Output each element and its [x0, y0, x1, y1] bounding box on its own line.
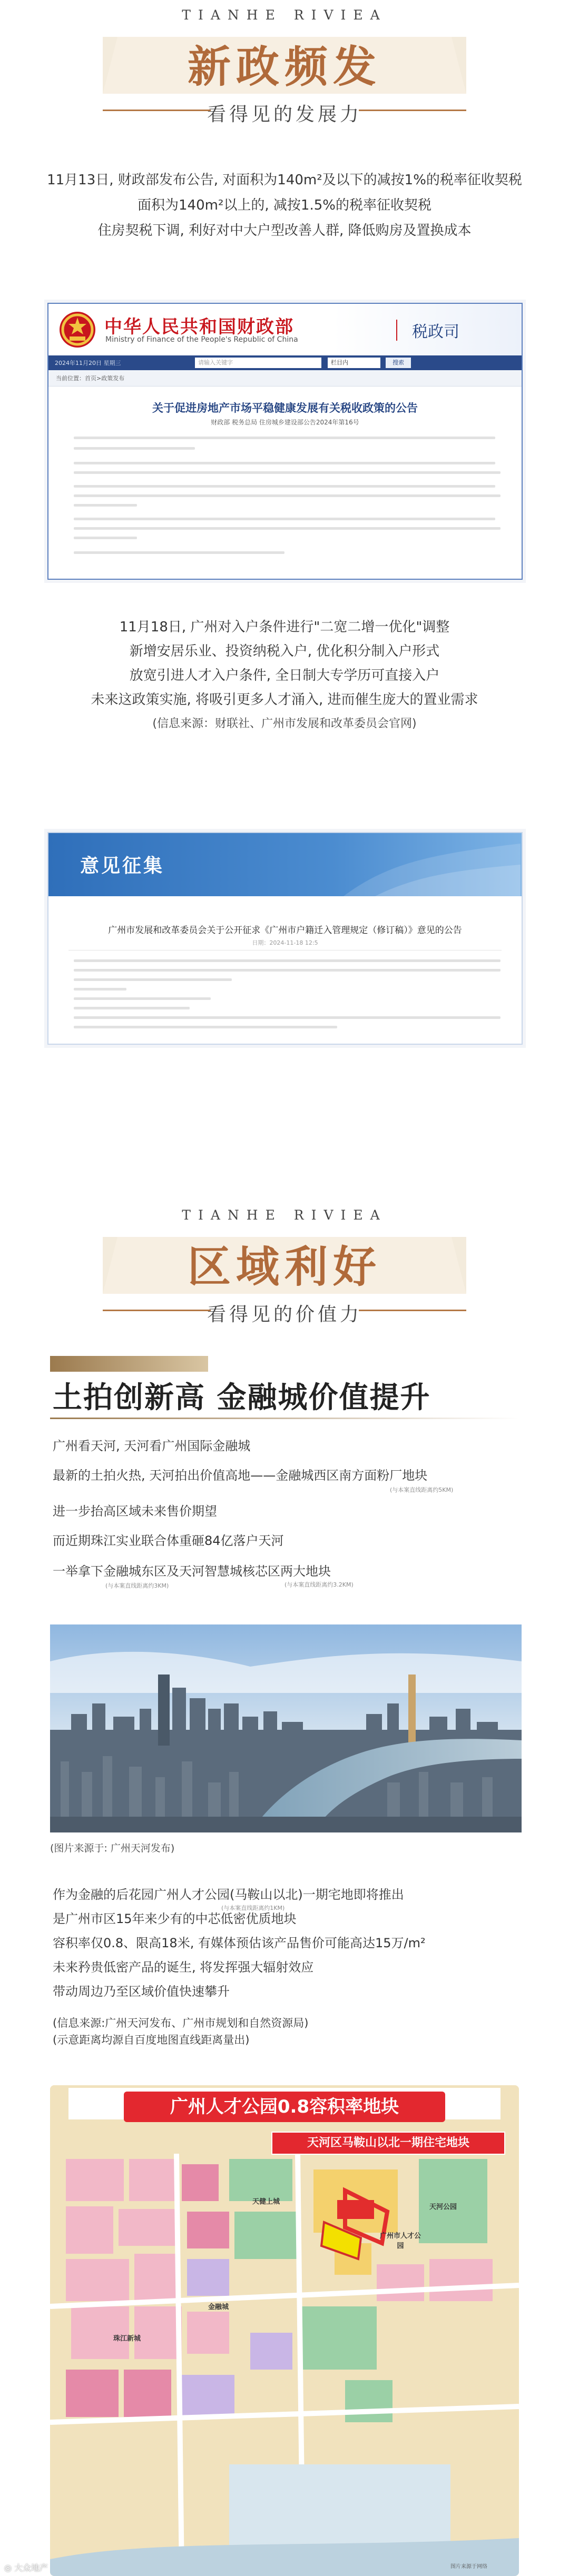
- section-subtitle: 看得见的发展力: [207, 104, 362, 125]
- map-label: 金融城: [208, 2303, 229, 2311]
- map-banner: 广州人才公园0.8容积率地块: [124, 2092, 445, 2122]
- text-line: 面积为140m²以上的, 减按1.5%的税率征收契税: [138, 197, 431, 213]
- map-label: 珠江新城: [113, 2335, 141, 2343]
- notice-title: 广州市发展和改革委员会关于公开征求《广州市户籍迁入管理规定（修订稿）》意见的公告: [108, 925, 462, 936]
- source-note: (示意距离均源自百度地图直线距离量出): [53, 2034, 250, 2046]
- headline: 土拍创新高 金融城价值提升: [53, 1381, 431, 1415]
- watermark-icon: ◎: [4, 2563, 15, 2573]
- headline-accent-bar: [50, 1356, 208, 1372]
- text-line: 进一步抬高区域未来售价期望: [53, 1504, 217, 1519]
- text-line: 11月18日, 广州对入户条件进行"二宽二增一优化"调整: [119, 619, 450, 635]
- banner-decoration-icon: [344, 833, 521, 896]
- text-line: 新增安居乐业、投资纳税入户, 优化积分制入户形式: [129, 643, 440, 659]
- text-line: 带动周边乃至区域价值快速攀升: [53, 1984, 230, 1999]
- text-line: 容积率仅0.8、限高18米, 有媒体预估该产品售价可能高达15万/m²: [53, 1936, 426, 1950]
- source-note: (信息来源:广州天河发布、广州市规划和自然资源局): [53, 2017, 309, 2029]
- distance-note: (与本案直线距离约1KM): [221, 1905, 285, 1911]
- text-line: 作为金融的后花园广州人才公园(马鞍山以北)一期宅地即将推出: [53, 1887, 404, 1902]
- policy-paragraph-1: [0, 167, 569, 243]
- distance-note: (与本案直线距离约5KM): [390, 1487, 454, 1493]
- brand-tag: TIANHE RIVIEA: [182, 7, 387, 23]
- notice-banner-title: 意见征集: [80, 855, 165, 877]
- photo-caption: (图片来源于: 广州天河发布): [50, 1842, 175, 1854]
- map-label: 天河公园: [429, 2203, 457, 2211]
- text-line: 一举拿下金融城东区及天河智慧城核芯区两大地块: [53, 1564, 331, 1579]
- mof-search-button[interactable]: 搜索: [386, 358, 411, 368]
- map-credit: 图片来源于网络: [450, 2564, 487, 2570]
- text-line: 未来这政策实施, 将吸引更多人才涌入, 进而催生庞大的置业需求: [91, 692, 478, 708]
- text-line: 最新的土拍火热, 天河拍出价值高地——金融城西区南方面粉厂地块: [53, 1468, 428, 1483]
- mof-announcement-screenshot: [47, 303, 523, 580]
- distance-note: (与本案直线距离约3KM): [105, 1582, 169, 1589]
- brand-tag: TIANHE RIVIEA: [182, 1207, 387, 1223]
- text-line: 是广州市区15年来少有的中芯低密优质地块: [53, 1911, 297, 1926]
- text-line: 放宽引进人才入户条件, 全日制大专学历可直接入户: [129, 668, 440, 683]
- distance-note: (与本案直线距离约3.2KM): [284, 1581, 354, 1588]
- mof-search-input[interactable]: 请输入关键字: [195, 358, 321, 368]
- source-note: (信息来源：财联社、广州市发展和改革委员会官网): [152, 717, 417, 730]
- policy-paragraph-2: [0, 615, 569, 736]
- notice-date: 日期：2024-11-18 12:5: [252, 939, 318, 946]
- section-title: 区域利好: [187, 1242, 381, 1292]
- headline-underline: [50, 1418, 519, 1419]
- mof-name: 中华人民共和国财政部: [104, 316, 294, 338]
- talent-park-paragraph: [53, 1883, 426, 2052]
- breadcrumb-text: 当前位置：首页>政策发布: [56, 375, 125, 382]
- watermark-text: 大众地产: [14, 2563, 48, 2573]
- map-callout: 天河区马鞍山以北一期住宅地块: [271, 2132, 505, 2155]
- region-benefits: [53, 1434, 453, 1598]
- watermark: [4, 2561, 48, 2573]
- document-issuer: 财政部 税务总局 住房城乡建设部公告2024年第16号: [211, 419, 359, 426]
- text-line: 住房契税下调, 利好对中大户型改善人群, 降低购房及置换成本: [97, 223, 472, 239]
- map-label: 天健上城: [252, 2198, 280, 2206]
- map-label: 广州市人才公园: [379, 2232, 421, 2250]
- text-line: 而近期珠江实业联合体重砸84亿落户天河: [53, 1533, 284, 1548]
- mof-department: 税政司: [412, 323, 459, 341]
- document-title: 关于促进房地产市场平稳健康发展有关税收政策的公告: [152, 402, 418, 414]
- text-line: 11月13日, 财政部发布公告, 对面积为140m²及以下的减按1%的税率征收契税: [47, 172, 522, 188]
- tianhe-skyline-photo: [50, 1624, 522, 1832]
- mof-search-scope-select[interactable]: 栏目内: [328, 358, 380, 368]
- site-map-graphic: [50, 2085, 519, 2576]
- talent-park-site-map: [50, 2085, 519, 2576]
- consultation-notice-screenshot: [47, 832, 523, 1045]
- section-title: 新政频发: [187, 42, 381, 92]
- mof-english-name: Ministry of Finance of the People's Republic of China: [105, 335, 298, 344]
- section-subtitle: 看得见的价值力: [207, 1304, 362, 1325]
- text-line: 广州看天河, 天河看广州国际金融城: [53, 1439, 251, 1453]
- mof-nav-date: 2024年11月20日 星期三: [55, 360, 121, 366]
- national-emblem-icon: [58, 309, 97, 350]
- text-line: 未来矜贵低密产品的诞生, 将发挥强大辐射效应: [53, 1960, 314, 1975]
